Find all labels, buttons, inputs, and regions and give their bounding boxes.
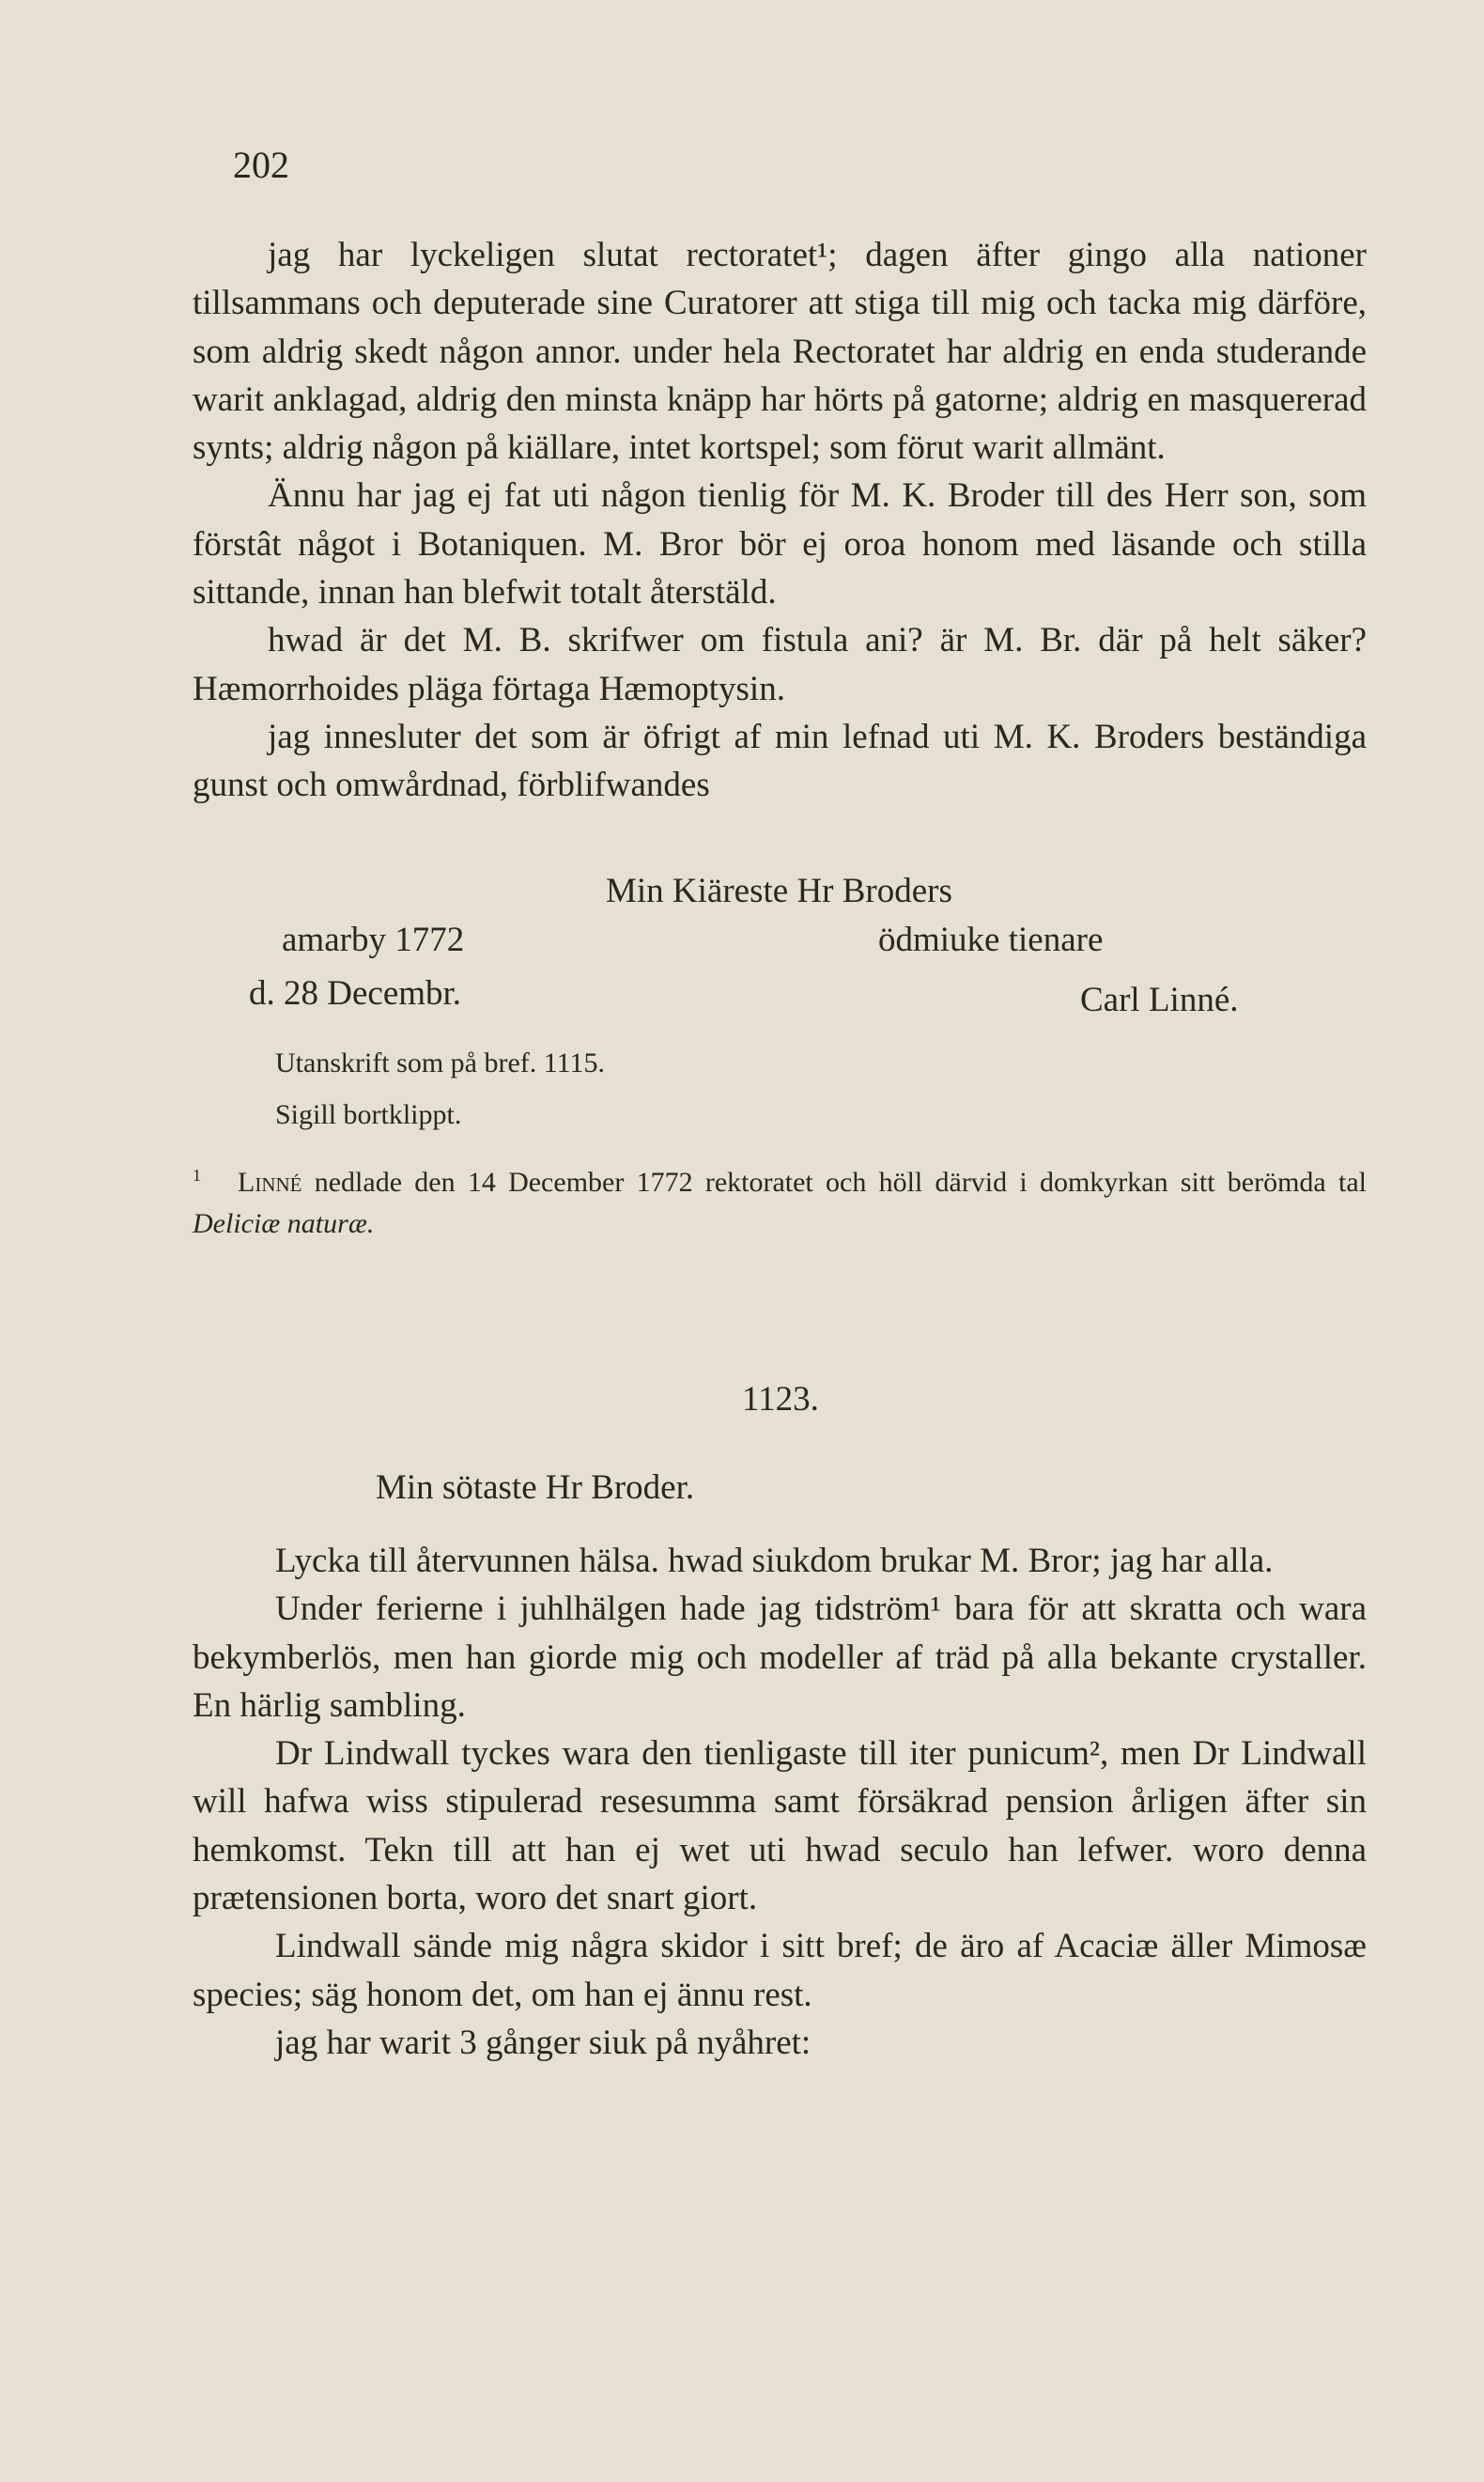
closing-line: Min Kiäreste Hr Broders [606, 872, 952, 910]
paragraph: Lindwall sände mig några skidor i sitt bref; de äro af Acaciæ äller Mimosæ species; säg honom det, om han ej ännu rest. [193, 1927, 1367, 2014]
paragraph: Ännu har jag ej fat uti någon tienlig för M. K. Broder till des Herr son, som förstât något i Botaniquen. M. Bror bör ej oroa honom med läsande och stilla sittande, innan han blefwit totalt återstäld. [193, 476, 1367, 613]
salutation: Min sötaste Hr Broder. [376, 1468, 695, 1507]
paragraph: Lycka till återvunnen hälsa. hwad siukdom brukar M. Bror; jag har alla. [275, 1542, 1274, 1580]
paragraph: jag har lyckeligen slutat rectoratet¹; dagen äfter gingo alla nationer tillsammans och deputerade sine Curatorer att stiga till mig och tacka mig därföre, som aldrig skedt någon annor. under hela Rectoratet har aldrig en enda studerande warit anklagad, aldrig den minsta knäpp har hörts på gatorne; aldrig en masquererad synts; aldrig någon på kiällare, intet kortspel; som förut warit allmänt. [193, 236, 1367, 468]
humble-servant: ödmiuke tienare [878, 921, 1104, 959]
footnote-title: Deliciæ naturæ. [193, 1208, 375, 1239]
letter-2-body [193, 1537, 1367, 2067]
paragraph: Under ferierne i juhlhälgen hade jag tidström¹ bara för att skratta och wara bekymberlös, men han giorde mig och modeller af träd på alla bekante crystaller. En härlig sambling. [193, 1590, 1367, 1725]
paragraph: hwad är det M. B. skrifwer om fistula ani? är M. Br. där på helt säker? Hæmorrhoides pläga förtaga Hæmoptysin. [193, 621, 1367, 708]
page-number: 202 [233, 144, 289, 186]
footnote-name: Linné [238, 1167, 302, 1198]
paragraph: Dr Lindwall tyckes wara den tienligaste till iter punicum², men Dr Lindwall will hafwa wiss stipulerad resesumma samt försäkrad pension årligen äfter sin hemkomst. Tekn till att han ej wet uti hwad seculo han lefwer. woro denna prætensionen borta, woro det snart giort. [193, 1734, 1367, 1918]
paragraph: jag innesluter det som är öfrigt af min lefnad uti M. K. Broders beständiga gunst och omwårdnad, förblifwandes [193, 717, 1367, 805]
footnote-marker: 1 [193, 1166, 201, 1185]
footnote-1 [193, 1162, 1367, 1245]
place-date: amarby 1772 [282, 921, 465, 959]
address-note: Utanskrift som på bref. 1115. [275, 1047, 606, 1078]
seal-note: Sigill bortklippt. [275, 1099, 462, 1130]
date-day: d. 28 Decembr. [249, 974, 462, 1013]
signature: Carl Linné. [1080, 981, 1239, 1019]
footnote-text: nedlade den 14 December 1772 rektoratet och höll därvid i domkyrkan sitt berömda tal [314, 1167, 1367, 1198]
letter-number: 1123. [742, 1380, 819, 1419]
letter-1-body [193, 231, 1367, 810]
paragraph: jag har warit 3 gånger siuk på nyåhret: [275, 2023, 812, 2062]
